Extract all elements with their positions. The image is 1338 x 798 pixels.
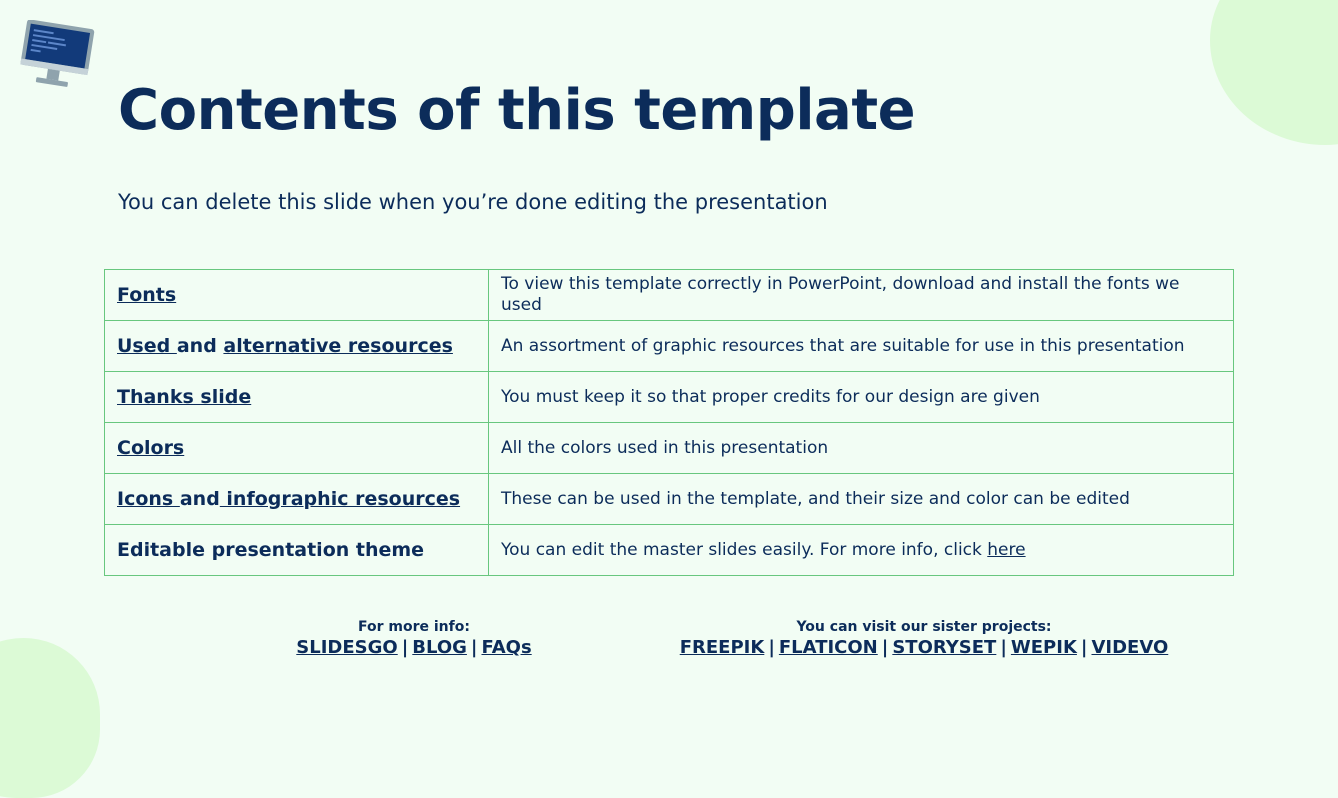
videvo-link[interactable]: VIDEVO [1091,637,1169,658]
row-description-cell: These can be used in the template, and their size and color can be edited [489,474,1234,525]
table-row [105,525,1234,576]
contents-table [104,269,1234,576]
slidesgo-link[interactable]: SLIDESGO [296,637,398,658]
link-separator: | [881,637,889,658]
row-name-cell: Editable presentation theme [105,525,489,576]
used-resources-link[interactable]: Used [117,335,177,357]
flaticon-link[interactable]: FLATICON [778,637,878,658]
alternative-resources-link[interactable]: alternative resources [223,335,453,357]
row-name-cell [105,372,489,423]
row-description-cell: An assortment of graphic resources that are suitable for use in this presentation [489,321,1234,372]
here-link[interactable]: here [987,539,1026,560]
footer-sister-projects-heading: You can visit our sister projects: [796,619,1052,635]
link-separator: | [1080,637,1088,658]
row-name-cell [105,270,489,321]
table-row [105,423,1234,474]
computer-monitor-icon [17,20,97,92]
row-description-cell: You must keep it so that proper credits for our design are given [489,372,1234,423]
row-name-joiner: and [176,335,224,357]
page-title: Contents of this template [118,78,916,143]
fonts-link[interactable]: Fonts [117,284,177,306]
row-name-cell [105,321,489,372]
row-name-joiner: and [179,488,220,510]
icons-link[interactable]: Icons [117,488,180,510]
footer-more-info-heading: For more info: [358,619,470,635]
blog-link[interactable]: BLOG [412,637,467,658]
table-row [105,474,1234,525]
table-row [105,270,1234,321]
table-row [105,321,1234,372]
freepik-link[interactable]: FREEPIK [679,637,765,658]
link-separator: | [1000,637,1007,658]
row-name-cell [105,474,489,525]
footer-more-info [220,618,608,660]
decorative-blob-bottom-left [0,638,100,798]
row-description-cell [489,525,1234,576]
colors-link[interactable]: Colors [117,437,185,459]
storyset-link[interactable]: STORYSET [892,637,997,658]
wepik-link[interactable]: WEPIK [1010,637,1077,658]
row-name-cell [105,423,489,474]
row-description-cell: To view this template correctly in PowerPoint, download and install the fonts we used [489,270,1234,321]
decorative-blob-top-right [1210,0,1338,145]
link-separator: | [470,637,478,658]
table-row [105,372,1234,423]
link-separator: | [401,637,409,658]
row-description-text: You can edit the master slides easily. For more info, click [501,539,988,560]
footer-sister-projects-links [644,636,1204,660]
infographic-resources-link[interactable]: infographic resources [219,488,461,510]
page-subtitle: You can delete this slide when you’re done editing the presentation [118,190,828,214]
link-separator: | [768,637,775,658]
row-description-cell: All the colors used in this presentation [489,423,1234,474]
footer-more-info-links [220,636,608,660]
thanks-slide-link[interactable]: Thanks slide [117,386,252,408]
footer-sister-projects [644,618,1204,660]
faqs-link[interactable]: FAQs [481,637,532,658]
